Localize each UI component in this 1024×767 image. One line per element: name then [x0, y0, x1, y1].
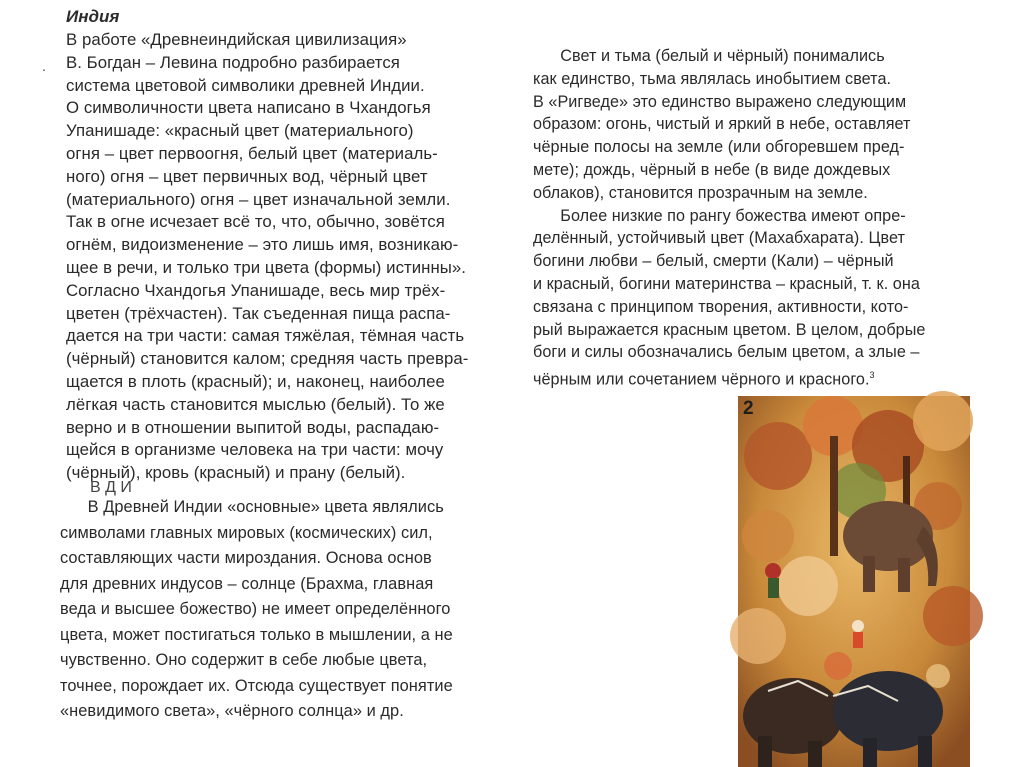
text-line: образом: огонь, чистый и яркий в небе, оставляет [533, 115, 911, 134]
text-line: облаков), становится прозрачным на земле. [533, 183, 868, 202]
text-line-last [533, 364, 963, 391]
miniature-painting-figure [738, 396, 970, 767]
text-line: цветен (трёхчастен). Так съеденная пища распа- [66, 303, 451, 323]
text-line: веда и высшее божество) не имеет определённого [60, 600, 451, 618]
text-line: В Древней Индии «основные» цвета являлись [60, 498, 444, 516]
text-line: В. Богдан – Левина подробно разбирается [66, 52, 400, 72]
text-line: чувственно. Оно содержит в себе любые цвета, [60, 651, 428, 669]
text-line: огня – цвет первоогня, белый цвет (материаль- [66, 143, 438, 163]
text-line: ного) огня – цвет первичных вод, чёрный цвет [66, 166, 428, 186]
text-line: лёгкая часть становится мыслью (белый). То же [66, 394, 445, 414]
figure-number: 2 [743, 398, 754, 419]
text-line: связана с принципом творения, активности, кото- [533, 297, 909, 316]
text-line: (материального) огня – цвет изначальной земли. [66, 189, 451, 209]
text-line: символами главных мировых (космических) сил, [60, 523, 433, 542]
text-line: «невидимого света», «чёрного солнца» и др. [60, 702, 404, 720]
text-line: делённый, устойчивый цвет (Махабхарата). Цвет [533, 229, 905, 248]
text-line: чёрным или сочетанием чёрного и красного. [533, 370, 870, 389]
clipped-text-line [66, 478, 506, 496]
text-line: щейся в организме человека на три части: мочу [66, 440, 444, 460]
text-line: составляющих части мироздания. Основа основ [60, 549, 432, 567]
text-line: В «Ригведе» это единство выражено следующим [533, 92, 907, 111]
section-title: Индия [66, 7, 120, 26]
text-line: О символичности цвета написано в Чхандогья [66, 98, 431, 118]
clipped-text: В Д И [90, 478, 132, 496]
text-line: В работе «Древнеиндийская цивилизация» [66, 30, 407, 49]
text-line: (чёрный) становится калом; средняя часть превра- [66, 349, 469, 369]
text-line: цвета, может постигаться только в мышлении, а не [60, 625, 453, 644]
text-line: щается в плоть (красный); и, наконец, наиболее [66, 371, 445, 391]
text-line: (чёрный), кровь (красный) и прану (белый). [66, 463, 406, 483]
left-column-main [66, 5, 506, 496]
text-line: Так в огне исчезает всё то, что, обычно, зовётся [66, 212, 445, 232]
stray-bullet: . [42, 58, 46, 74]
text-line: Свет и тьма (белый и чёрный) понимались [533, 47, 885, 65]
text-line: рый выражается красным цветом. В целом, добрые [533, 320, 926, 339]
footnote-mark: 3 [869, 370, 875, 381]
text-line: Согласно Чхандогья Упанишаде, весь мир трёх- [66, 280, 446, 300]
text-line: точнее, порождает их. Отсюда существует понятие [60, 676, 453, 695]
text-line: боги и силы обозначались белым цветом, а злые – [533, 343, 920, 362]
text-line: чёрные полосы на земле (или обгоревшем пред- [533, 138, 905, 157]
text-line: верно и в отношении выпитой воды, распадаю- [66, 417, 440, 437]
text-line: мете); дождь, чёрный в небе (в виде дождевых [533, 160, 891, 179]
text-line: Упанишаде: «красный цвет (материального) [66, 121, 414, 141]
text-line: дается на три части: самая тяжёлая, тёмная часть [66, 326, 465, 346]
right-column [533, 45, 963, 391]
left-column-inset [60, 495, 500, 725]
text-line: система цветовой символики древней Индии. [66, 75, 425, 95]
text-line: и красный, богини материнства – красный, т. к. она [533, 274, 920, 293]
text-line: огнём, видоизменение – это лишь имя, возникаю- [66, 235, 459, 255]
miniature-painting-image [738, 396, 970, 767]
text-line: для древних индусов – солнце (Брахма, главная [60, 574, 434, 593]
text-line: щее в речи, и только три цвета (формы) истинны». [66, 257, 467, 277]
text-line: богини любви – белый, смерти (Кали) – чёрный [533, 252, 894, 271]
text-line: Более низкие по рангу божества имеют опре- [533, 206, 906, 225]
text-line: как единство, тьма являлась инобытием света. [533, 69, 892, 88]
